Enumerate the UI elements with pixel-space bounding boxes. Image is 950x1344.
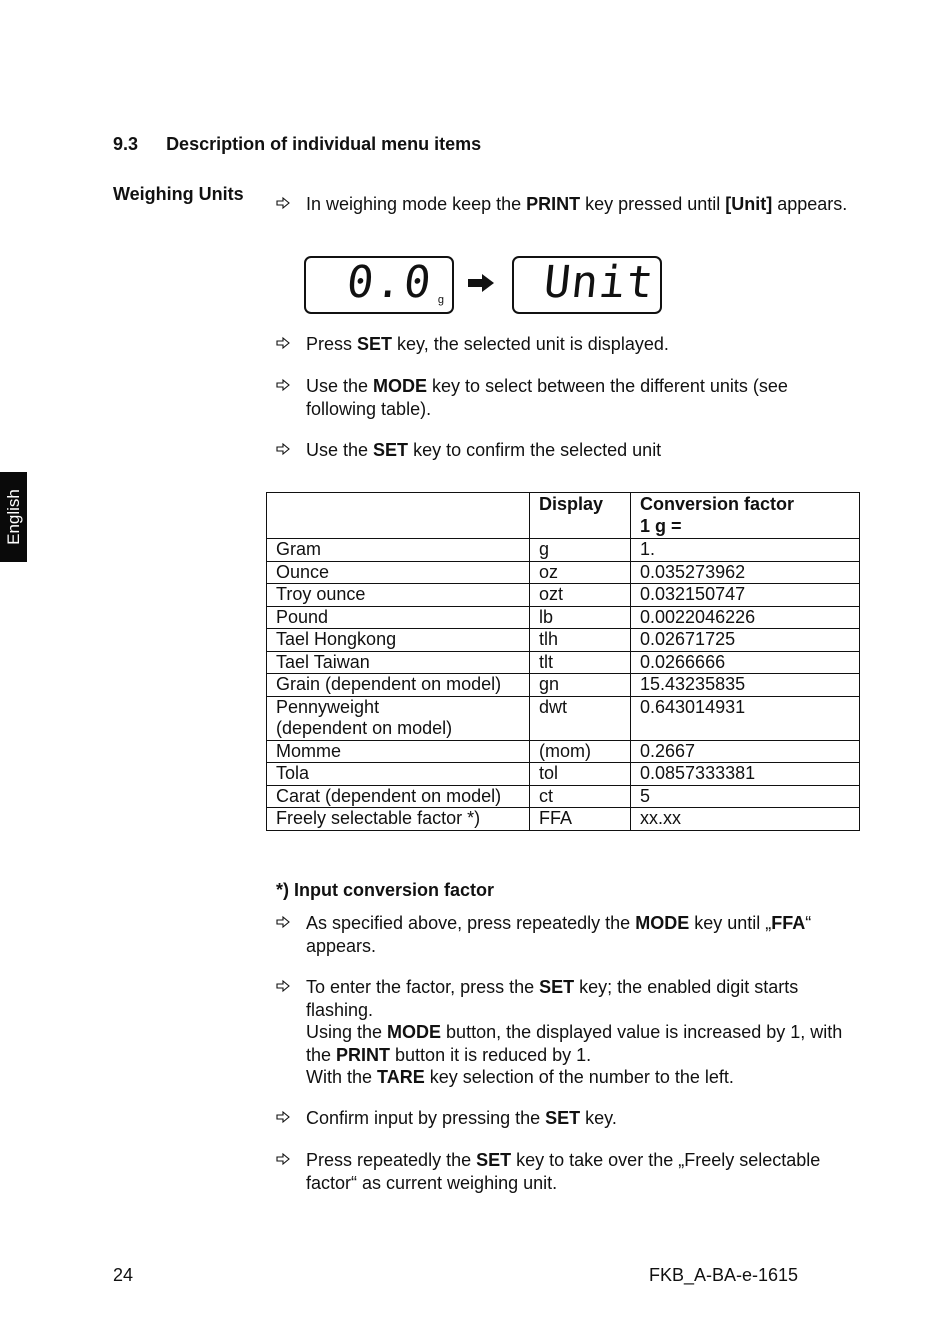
section-number: 9.3 — [113, 134, 139, 154]
instruction-step — [276, 333, 856, 356]
table-row — [267, 584, 860, 607]
table-row — [267, 785, 860, 808]
lcd-display-unit — [512, 256, 662, 314]
table-row — [267, 539, 860, 562]
unit-name-cell: Tael Taiwan — [267, 651, 530, 674]
instruction-step — [276, 193, 856, 216]
instruction-step — [276, 1149, 856, 1194]
key-name: SET — [476, 1150, 512, 1170]
unit-display-cell: g — [530, 539, 631, 562]
unit-factor-cell: 0.02671725 — [631, 629, 860, 652]
key-name: SET — [545, 1108, 581, 1128]
instruction-text: Confirm input by pressing the SET key. — [306, 1108, 617, 1128]
lcd-display-weight — [304, 256, 454, 314]
unit-name-cell — [267, 696, 530, 740]
unit-name-cell: Grain (dependent on model) — [267, 674, 530, 697]
unit-factor-cell: xx.xx — [631, 808, 860, 831]
arrow-right-icon — [276, 336, 290, 350]
instruction-text: Use the SET key to confirm the selected unit — [306, 440, 662, 460]
instruction-text: In weighing mode keep the PRINT key pressed until [Unit] appears. — [306, 194, 848, 214]
language-tab — [0, 472, 27, 562]
table-row — [267, 629, 860, 652]
unit-display-cell: oz — [530, 561, 631, 584]
arrow-right-icon — [276, 442, 290, 456]
instruction-text: To enter the factor, press the SET key; the enabled digit starts flashing. Using the MODE button, the displayed value is increased by 1, with the PRINT button it is reduced by 1. With the TARE key selection of the number to the left. — [306, 977, 843, 1087]
unit-name-cell: Freely selectable factor *) — [267, 808, 530, 831]
lcd-unit-text: Unit — [541, 257, 657, 308]
arrow-right-icon — [276, 378, 290, 392]
table-row — [267, 561, 860, 584]
unit-display-cell: ct — [530, 785, 631, 808]
table-row — [267, 808, 860, 831]
table-header-row — [267, 493, 860, 539]
instruction-text: Press repeatedly the SET key to take over the „Freely selectable factor“ as current weighing unit. — [306, 1150, 821, 1193]
unit-name-cell: Troy ounce — [267, 584, 530, 607]
unit-name-cell: Ounce — [267, 561, 530, 584]
instruction-step — [276, 976, 856, 1089]
unit-display-cell: gn — [530, 674, 631, 697]
unit-factor-cell: 0.0022046226 — [631, 606, 860, 629]
unit-factor-cell: 0.0857333381 — [631, 763, 860, 786]
instruction-step — [276, 439, 856, 462]
unit-name-cell: Gram — [267, 539, 530, 562]
table-row — [267, 740, 860, 763]
lcd-weight-value: 0.0 — [343, 257, 435, 308]
unit-name-cell: Tola — [267, 763, 530, 786]
key-name: SET — [373, 440, 409, 460]
unit-factor-cell: 0.035273962 — [631, 561, 860, 584]
units-table — [266, 492, 860, 831]
unit-display-cell: FFA — [530, 808, 631, 831]
key-name: SET — [357, 334, 393, 354]
input-conversion-heading: *) Input conversion factor — [276, 880, 495, 900]
conversion-header-line2: 1 g = — [640, 515, 682, 536]
unit-factor-cell: 0.032150747 — [631, 584, 860, 607]
unit-display-cell: (mom) — [530, 740, 631, 763]
key-name: [Unit] — [725, 194, 773, 214]
arrow-right-icon — [276, 1152, 290, 1166]
page-number: 24 — [113, 1265, 134, 1285]
unit-name-cell: Carat (dependent on model) — [267, 785, 530, 808]
key-name: FFA — [771, 913, 806, 933]
arrow-right-icon — [276, 915, 290, 929]
unit-name-cell: Tael Hongkong — [267, 629, 530, 652]
unit-factor-cell: 0.643014931 — [631, 696, 860, 740]
arrow-right-icon — [276, 979, 290, 993]
unit-factor-cell: 5 — [631, 785, 860, 808]
section-heading — [113, 134, 481, 155]
key-name: MODE — [387, 1022, 442, 1042]
unit-factor-cell: 0.2667 — [631, 740, 860, 763]
key-name: PRINT — [526, 194, 581, 214]
arrow-right-icon — [466, 273, 496, 293]
unit-factor-cell: 1. — [631, 539, 860, 562]
unit-name-line1: Pennyweight — [276, 696, 380, 717]
unit-name-line2: (dependent on model) — [276, 718, 453, 738]
unit-factor-cell: 15.43235835 — [631, 674, 860, 697]
instruction-text: Use the MODE key to select between the different units (see following table). — [306, 376, 788, 419]
key-name: PRINT — [336, 1044, 391, 1065]
table-row — [267, 696, 860, 740]
unit-display-cell: tlt — [530, 651, 631, 674]
language-tab-label: English — [3, 489, 23, 545]
arrow-right-icon — [276, 196, 290, 210]
unit-display-cell: tol — [530, 763, 631, 786]
unit-display-cell: lb — [530, 606, 631, 629]
unit-factor-cell: 0.0266666 — [631, 651, 860, 674]
instruction-text: Press SET key, the selected unit is displayed. — [306, 334, 669, 354]
table-row — [267, 606, 860, 629]
unit-name-cell: Pound — [267, 606, 530, 629]
unit-display-cell: tlh — [530, 629, 631, 652]
arrow-right-icon — [276, 1110, 290, 1124]
key-name: TARE — [377, 1067, 425, 1087]
instruction-step — [276, 375, 856, 420]
instruction-step — [276, 912, 856, 957]
table-header-display: Display — [530, 493, 631, 539]
key-name: SET — [539, 977, 575, 997]
lcd-weight-unit: g — [437, 294, 444, 306]
document-code: FKB_A-BA-e-1615 — [649, 1265, 799, 1285]
table-header-conversion — [631, 493, 860, 539]
table-row — [267, 674, 860, 697]
unit-name-cell: Momme — [267, 740, 530, 763]
conversion-header-line1: Conversion factor — [640, 494, 795, 514]
table-header-cell — [267, 493, 530, 539]
table-row — [267, 763, 860, 786]
unit-display-cell: ozt — [530, 584, 631, 607]
weighing-units-label: Weighing Units — [113, 184, 244, 204]
table-row — [267, 651, 860, 674]
instruction-step — [276, 1107, 856, 1130]
key-name: MODE — [373, 376, 428, 396]
key-name: MODE — [635, 913, 690, 933]
section-title: Description of individual menu items — [166, 134, 482, 154]
instruction-text: As specified above, press repeatedly the MODE key until „FFA“ appears. — [306, 913, 812, 956]
unit-display-cell: dwt — [530, 696, 631, 740]
